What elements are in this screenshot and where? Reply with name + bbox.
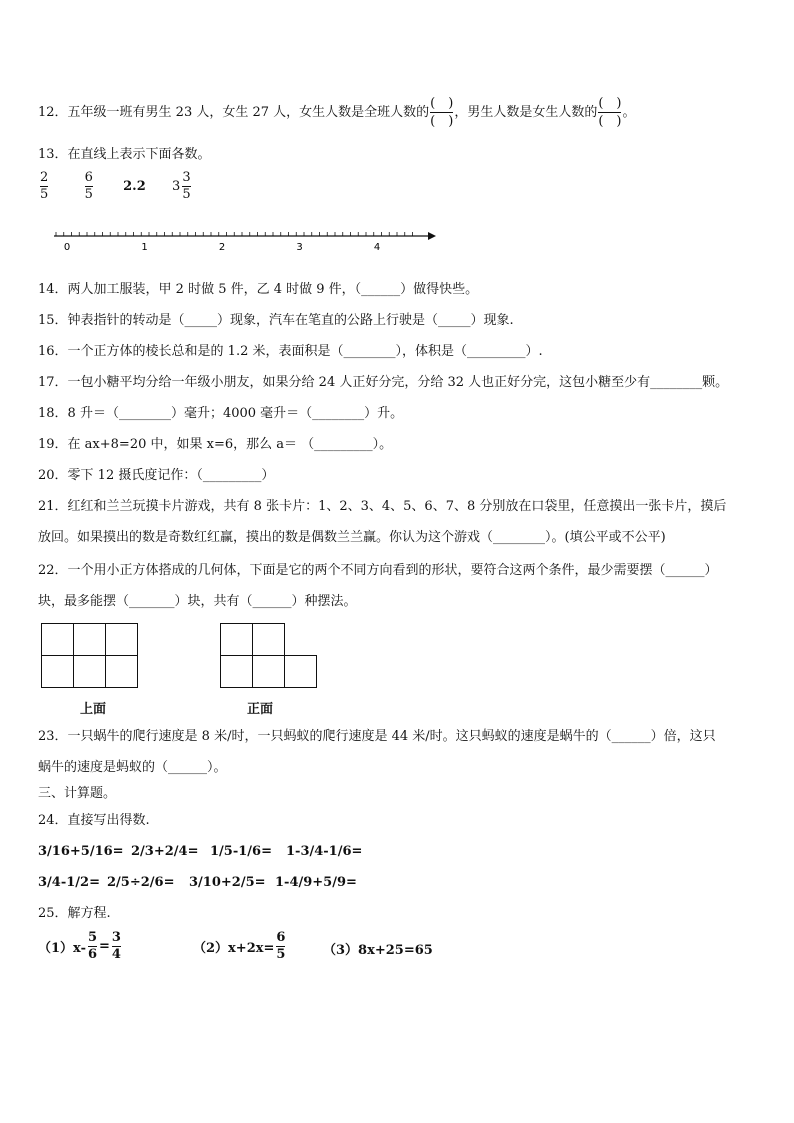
question-21-line2: 放回。如果摸出的数是奇数红红赢，摸出的数是偶数兰兰赢。你认为这个游戏（________）。(填公平或不公平)	[38, 530, 666, 545]
calc-row-1: 3/16+5/16= 2/3+2/4= 1/5-1/6= 1-3/4-1/6=	[38, 844, 363, 859]
answer-fraction-blank: $\frac{( )}{( )}$	[598, 96, 622, 129]
fraction-six-fifths: $\frac{6}{5}$	[84, 170, 93, 202]
question-19: 19．在 ax+8=20 中，如果 x=6，那么 a＝ （_________）。	[38, 437, 393, 452]
question-21-line1: 21．红红和兰兰玩摸卡片游戏，共有 8 张卡片：1、2、3、4、5、6、7、8 分别放在口袋里，任意摸出一张卡片，摸后	[38, 499, 727, 514]
answer-fraction-blank: $\frac{( )}{( )}$	[430, 96, 454, 129]
question-13-title: 13．在直线上表示下面各数。	[38, 147, 211, 162]
fraction-two-fifths: $\frac{2}{5}$	[40, 170, 49, 202]
top-view-caption: 上面	[80, 702, 107, 717]
equation-3: （3）8x+25=65	[323, 943, 433, 958]
question-23-line2: 蜗牛的速度是蚂蚁的（______）。	[38, 760, 227, 775]
question-20: 20．零下 12 摄氏度记作：（_________）	[38, 468, 275, 483]
question-22-line2: 块，最多能摆（_______）块，共有（______）种摆法。	[38, 594, 357, 609]
question-15: 15．钟表指针的转动是（_____）现象，汽车在笔直的公路上行驶是（_____）现象.	[38, 313, 514, 328]
question-24-title: 24．直接写出得数.	[38, 813, 150, 828]
question-17: 17．一包小糖平均分给一年级小朋友，如果分给 24 人正好分完，分给 32 人也正好分完，这包小糖至少有________颗。	[38, 375, 729, 390]
tick-label: 3	[296, 242, 303, 253]
tick-label: 0	[63, 242, 71, 253]
calc-row-2: 3/4-1/2= 2/5÷2/6= 3/10+2/5= 1-4/9+5/9=	[38, 875, 357, 890]
tick-label: 2	[218, 242, 226, 253]
question-16: 16．一个正方体的棱长总和是的 1.2 米，表面积是（________），体积是（_________）.	[38, 344, 543, 359]
question-18: 18．8 升＝（________）毫升；4000 毫升＝（________）升。	[38, 406, 404, 421]
question-23-line1: 23．一只蜗牛的爬行速度是 8 米/时，一只蚂蚁的爬行速度是 44 米/时。这只蚂蚁的速度是蜗牛的（______）倍，这只	[38, 729, 716, 744]
decimal-value: 2.2	[123, 179, 146, 194]
front-view-figure	[220, 623, 317, 688]
question-12: 12．五年级一班有男生 23 人，女生 27 人，女生人数是全班人数的 $\frac{( )}{( )}$ ，男生人数是女生人数的 $\frac{( )}{( )}$ 。	[38, 96, 636, 129]
top-view-figure	[41, 623, 138, 688]
front-view-caption: 正面	[247, 702, 274, 717]
question-25-title: 25．解方程.	[38, 906, 111, 921]
question-14: 14．两人加工服装，甲 2 时做 5 件，乙 4 时做 9 件，（______）做得快些。	[38, 282, 479, 297]
section-title: 三、计算题。	[38, 786, 117, 801]
equation-1: （1）x- $\frac{5}{6}$ = $\frac{3}{4}$	[38, 930, 121, 962]
mixed-number: 3 $\frac{3}{5}$	[172, 170, 191, 202]
tick-label: 4	[373, 242, 381, 253]
number-list	[38, 170, 193, 210]
tick-label: 1	[141, 242, 148, 253]
number-line	[50, 226, 450, 256]
question-22-line1: 22．一个用小正方体搭成的几何体，下面是它的两个不同方向看到的形状，要符合这两个条件，最少需要摆（______）	[38, 563, 718, 578]
equation-2: （2）x+2x= $\frac{6}{5}$	[193, 930, 286, 962]
